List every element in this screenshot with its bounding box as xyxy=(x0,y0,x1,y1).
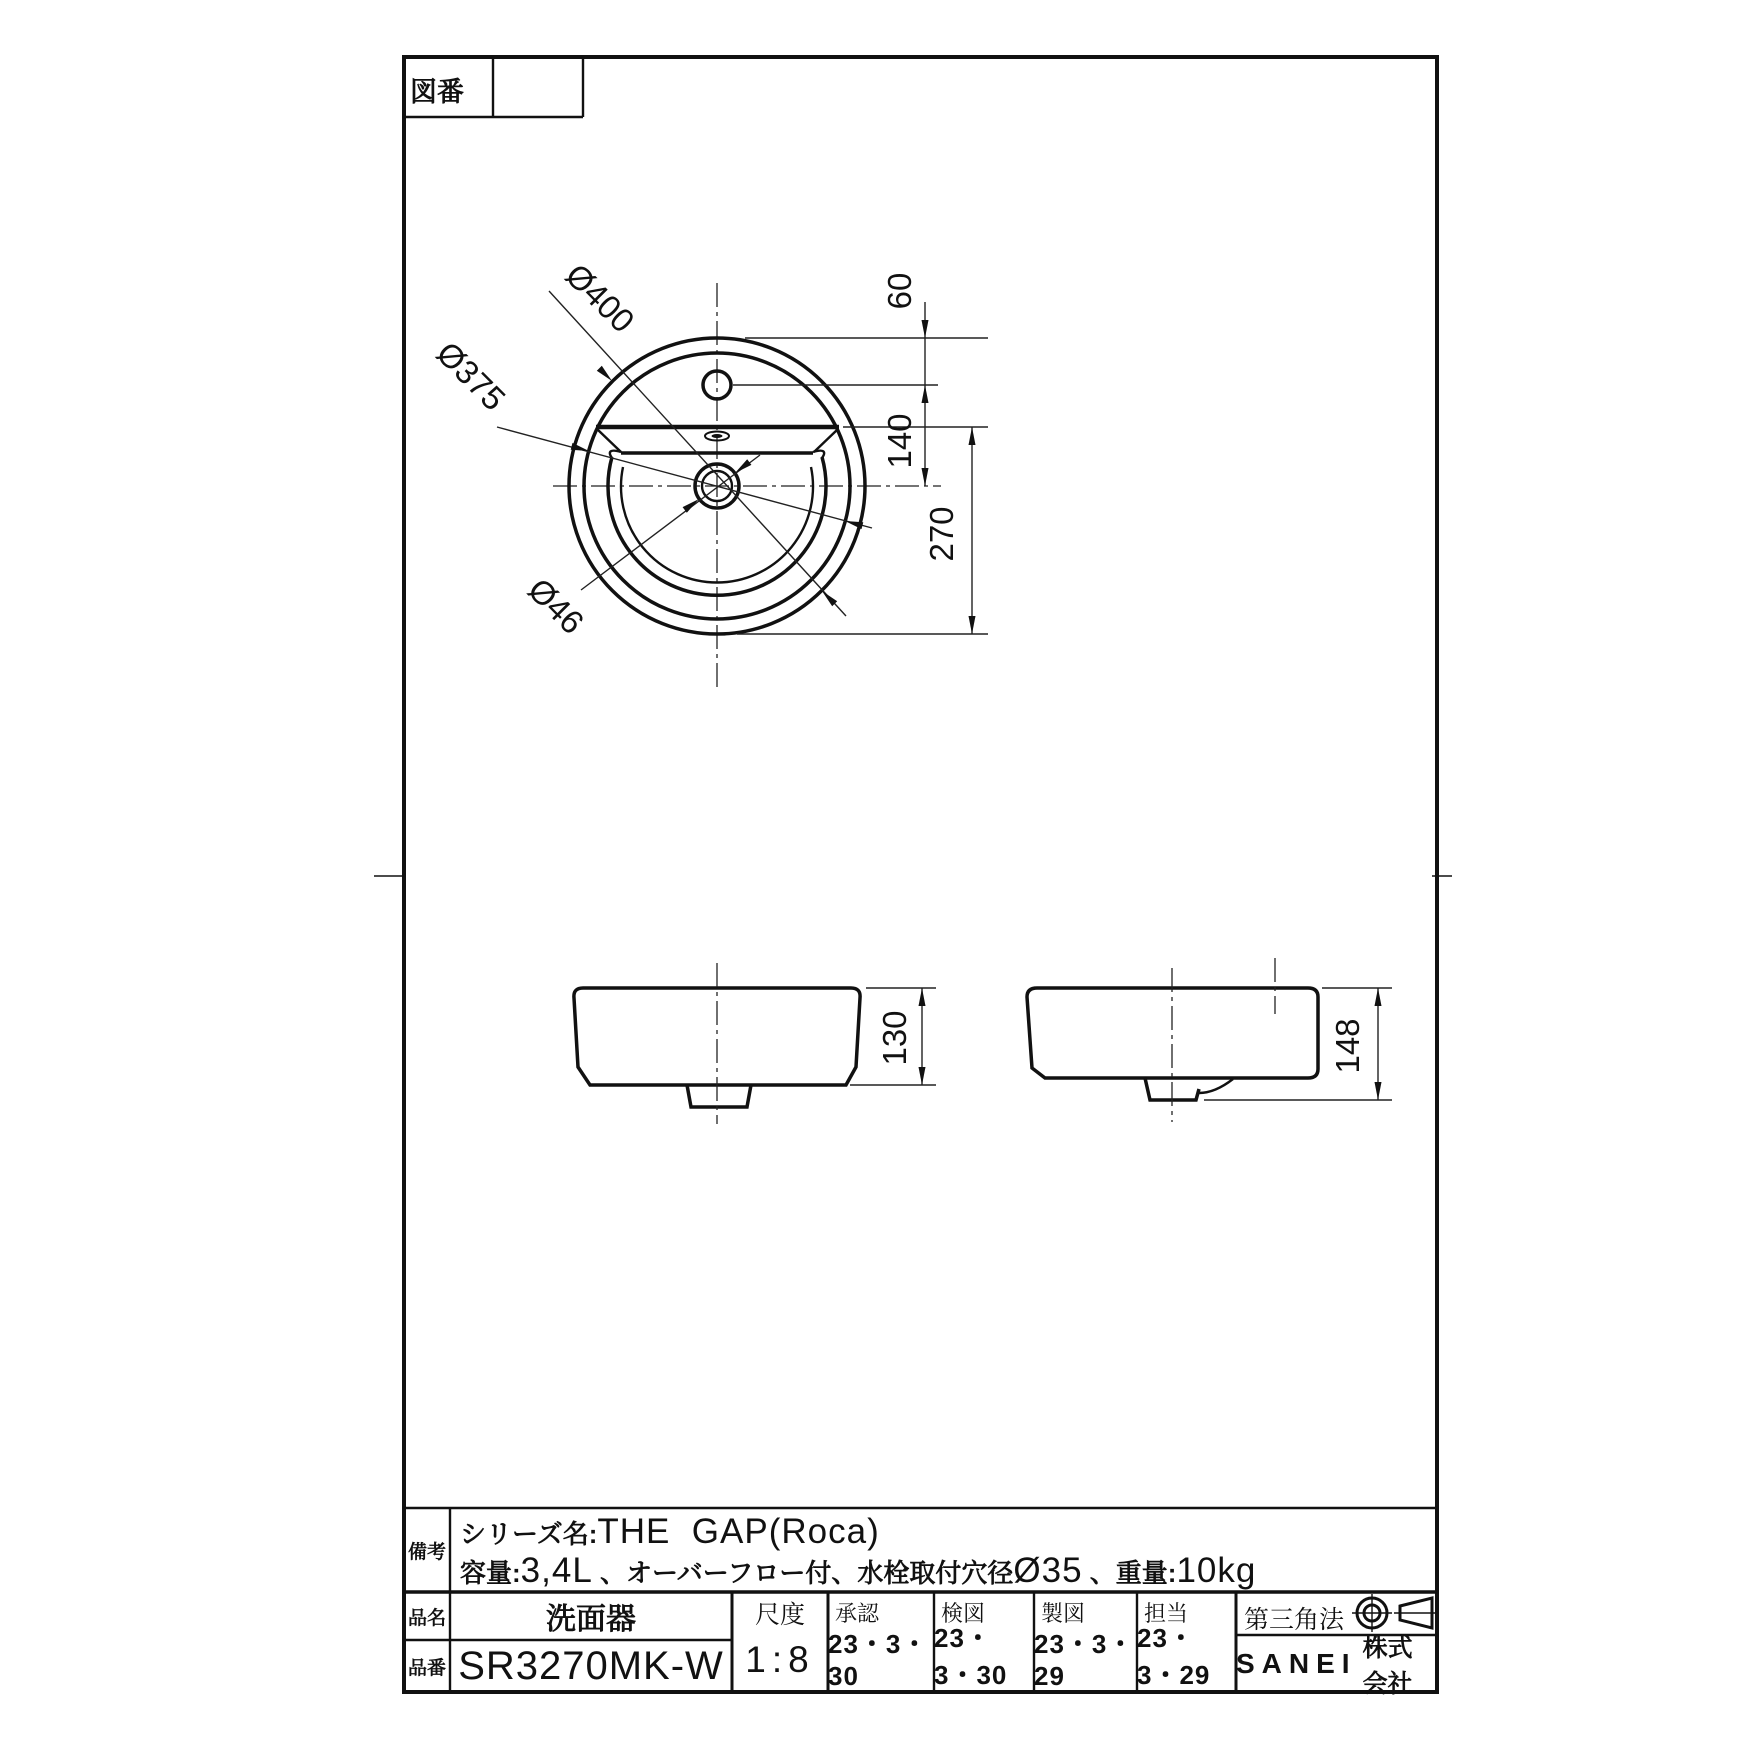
company-cell xyxy=(1236,1633,1437,1698)
dim-label-130: 130 xyxy=(876,1010,913,1066)
charge-label: 担当 xyxy=(1144,1601,1189,1626)
company-name-en: SANEI xyxy=(1236,1647,1357,1679)
draft-date: 23・3・29 xyxy=(1034,1629,1135,1691)
side-view xyxy=(1027,958,1392,1122)
series-name-value: THE GAP(Roca) xyxy=(597,1512,880,1551)
approval-date: 23・3・30 xyxy=(828,1629,929,1691)
check-label: 検図 xyxy=(941,1601,986,1626)
capacity-label: 容量: xyxy=(460,1558,521,1588)
side-overflow-curve xyxy=(1199,1079,1233,1093)
dim-label-outer-diameter: Ø400 xyxy=(558,256,642,340)
product-name-label: 品名 xyxy=(407,1607,446,1629)
dim-label-270: 270 xyxy=(923,506,960,562)
weight-value: 10kg xyxy=(1176,1551,1257,1590)
dim-rim-diameter xyxy=(430,334,872,529)
dim-label-140: 140 xyxy=(881,413,918,469)
remarks-label: 備考 xyxy=(407,1541,446,1563)
front-view xyxy=(574,963,936,1124)
dim-faucet-offsets xyxy=(881,273,929,486)
dim-148 xyxy=(1204,988,1392,1100)
check-date: 23・3・30 xyxy=(934,1623,1008,1690)
dim-label-60: 60 xyxy=(881,272,918,310)
dim-label-148: 148 xyxy=(1329,1018,1366,1074)
dim-270 xyxy=(923,427,976,634)
weight-label: 、重量: xyxy=(1082,1558,1177,1588)
dim-130 xyxy=(850,988,936,1085)
overflow-note: 、オーバーフロー付、水栓取付穴径 xyxy=(592,1558,1014,1588)
series-name-label: シリーズ名: xyxy=(460,1519,598,1549)
front-drain-stub xyxy=(687,1085,751,1107)
approval-label: 承認 xyxy=(835,1601,880,1626)
dim-label-rim-diameter: Ø375 xyxy=(429,334,513,418)
company-name-jp: 株式会社 xyxy=(1362,1633,1413,1698)
dim-label-drain-diameter: Ø46 xyxy=(520,570,592,642)
spec-row xyxy=(460,1551,1256,1591)
scale-value: 1:8 xyxy=(745,1639,815,1680)
product-name-value: 洗面器 xyxy=(546,1603,636,1636)
product-number-label: 品番 xyxy=(407,1657,446,1679)
draft-label: 製図 xyxy=(1041,1601,1086,1626)
scale-label: 尺度 xyxy=(754,1601,805,1629)
series-row xyxy=(460,1512,880,1552)
charge-date: 23・3・29 xyxy=(1137,1623,1211,1690)
capacity-value: 3,4L xyxy=(520,1551,593,1590)
drawing-number-label: 図番 xyxy=(410,77,464,107)
faucet-hole-dia: Ø35 xyxy=(1013,1551,1083,1590)
third-angle-projection-icon xyxy=(1352,1594,1438,1632)
top-view xyxy=(430,256,988,692)
product-number-value: SR3270MK-W xyxy=(458,1643,724,1688)
projection-method-label: 第三角法 xyxy=(1244,1606,1345,1634)
